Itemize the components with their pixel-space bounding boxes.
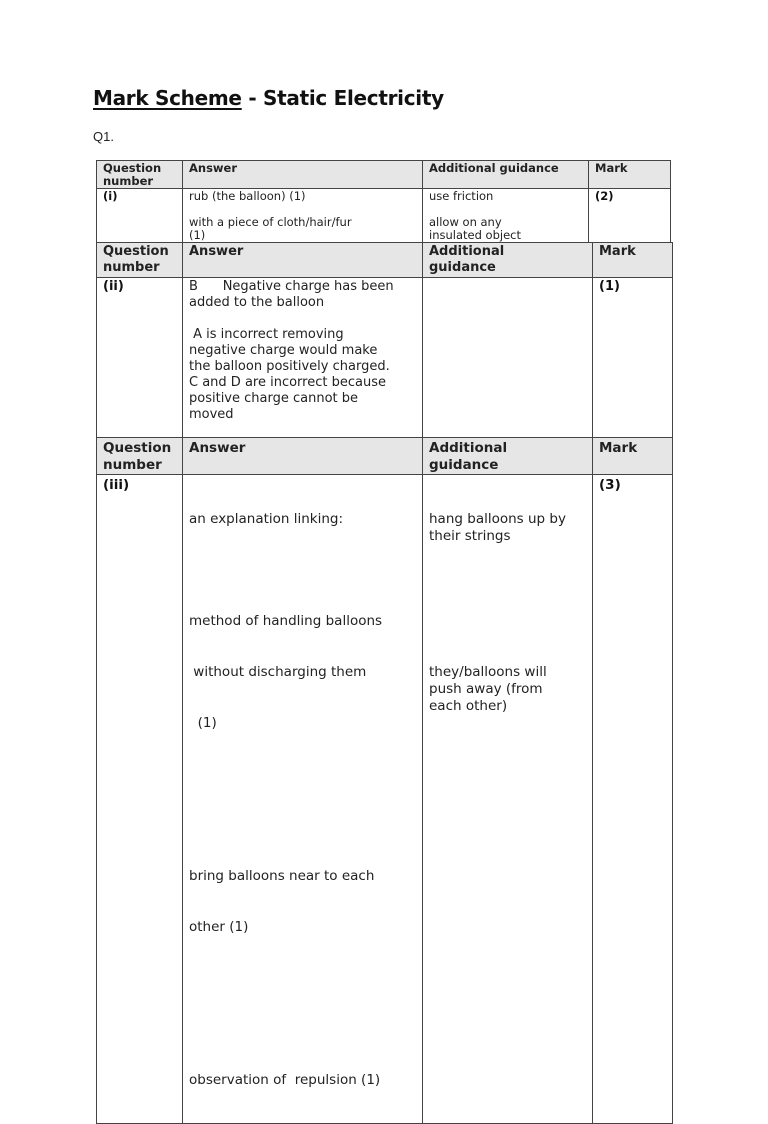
header-answer: Answer — [183, 243, 423, 278]
answer-line: (1) — [189, 715, 217, 731]
header-question-number — [97, 243, 183, 278]
header-answer: Answer — [183, 438, 423, 475]
guidance-cell — [423, 475, 593, 1124]
guidance-line: hang balloons up by — [429, 511, 566, 527]
guidance-line-blank — [429, 494, 592, 511]
header-question-line-1: Question — [103, 440, 172, 456]
answer-cell — [183, 475, 423, 1124]
question-number: (iii) — [103, 477, 130, 493]
question-number-cell — [97, 189, 183, 243]
answer-line-blank — [189, 970, 422, 987]
mark-table-part-i — [96, 160, 671, 243]
header-guidance: Additional guidance — [423, 161, 589, 189]
header-mark: Mark — [589, 161, 671, 189]
guidance-line-blank — [429, 647, 592, 664]
header-question-number — [97, 161, 183, 189]
header-question-number — [97, 438, 183, 475]
table-row — [97, 278, 673, 439]
guidance-line: allow on any — [429, 215, 502, 229]
header-question-line-2: number — [103, 174, 154, 188]
guidance-line-blank — [429, 579, 592, 596]
answer-line-blank — [189, 311, 422, 327]
mark-value: (2) — [595, 189, 614, 203]
guidance-line-blank — [429, 562, 592, 579]
header-guidance-line-1: Additional — [429, 440, 508, 456]
answer-line: positive charge cannot be — [189, 391, 358, 406]
guidance-line-blank — [429, 545, 592, 562]
mark-cell — [589, 189, 671, 243]
header-question-line-1: Question — [103, 161, 162, 175]
mark-value: (3) — [599, 477, 621, 493]
mark-cell — [593, 278, 673, 439]
guidance-cell — [423, 278, 593, 439]
answer-line: (1) — [189, 228, 206, 242]
answer-cell — [183, 189, 423, 243]
header-question-line-1: Question — [103, 244, 169, 259]
answer-line: negative charge would make — [189, 343, 378, 358]
guidance-line: each other) — [429, 698, 508, 714]
guidance-line: their strings — [429, 528, 511, 544]
page-title — [93, 86, 444, 110]
answer-line-blank — [189, 817, 422, 834]
guidance-line-blank — [429, 613, 592, 630]
question-number-cell — [97, 475, 183, 1124]
mark-cell — [593, 475, 673, 1124]
guidance-cell — [423, 189, 589, 243]
question-number: (i) — [103, 189, 118, 203]
header-mark: Mark — [593, 243, 673, 278]
header-guidance-line-1: Additional — [429, 244, 505, 259]
answer-line: the balloon positively charged. — [189, 359, 390, 374]
answer-line: method of handling balloons — [189, 613, 383, 629]
guidance-line: use friction — [429, 189, 494, 203]
answer-line: without discharging them — [189, 664, 367, 680]
guidance-line: push away (from — [429, 681, 543, 697]
mark-value: (1) — [599, 279, 620, 294]
guidance-line-blank — [429, 477, 592, 494]
question-number: (ii) — [103, 279, 124, 294]
question-label: Q1. — [93, 129, 114, 144]
answer-line-blank — [189, 562, 422, 579]
question-number-cell — [97, 278, 183, 439]
answer-line: C and D are incorrect because — [189, 375, 386, 390]
table-row — [97, 189, 671, 243]
guidance-line: they/balloons will — [429, 664, 547, 680]
guidance-line-blank — [429, 630, 592, 647]
table-header-row — [97, 243, 673, 278]
header-mark: Mark — [593, 438, 673, 475]
mark-table-part-ii — [96, 242, 673, 439]
mark-table-part-iii — [96, 437, 673, 1124]
answer-line: bring balloons near to each — [189, 868, 375, 884]
header-answer: Answer — [183, 161, 423, 189]
guidance-line-blank — [429, 596, 592, 613]
answer-line: A is incorrect removing — [189, 327, 344, 342]
answer-line: observation of repulsion (1) — [189, 1072, 381, 1088]
answer-line: rub (the balloon) (1) — [189, 189, 306, 203]
page-title-rest: - Static Electricity — [241, 86, 444, 110]
answer-line: an explanation linking: — [189, 511, 344, 527]
header-question-line-2: number — [103, 457, 162, 473]
header-guidance-line-2: guidance — [429, 457, 499, 473]
header-guidance — [423, 438, 593, 475]
page-title-underlined: Mark Scheme — [93, 86, 242, 110]
answer-line-blank — [189, 766, 422, 783]
table-header-row — [97, 438, 673, 475]
answer-line: added to the balloon — [189, 295, 325, 310]
answer-cell — [183, 278, 423, 439]
header-question-line-2: number — [103, 260, 160, 275]
table-header-row — [97, 161, 671, 189]
answer-line: with a piece of cloth/hair/fur — [189, 215, 352, 229]
table-row — [97, 475, 673, 1124]
answer-line: moved — [189, 407, 234, 422]
header-guidance — [423, 243, 593, 278]
guidance-line: insulated object — [429, 228, 521, 242]
header-guidance-line-2: guidance — [429, 260, 496, 275]
answer-line: B Negative charge has been — [189, 279, 394, 294]
answer-line: other (1) — [189, 919, 249, 935]
